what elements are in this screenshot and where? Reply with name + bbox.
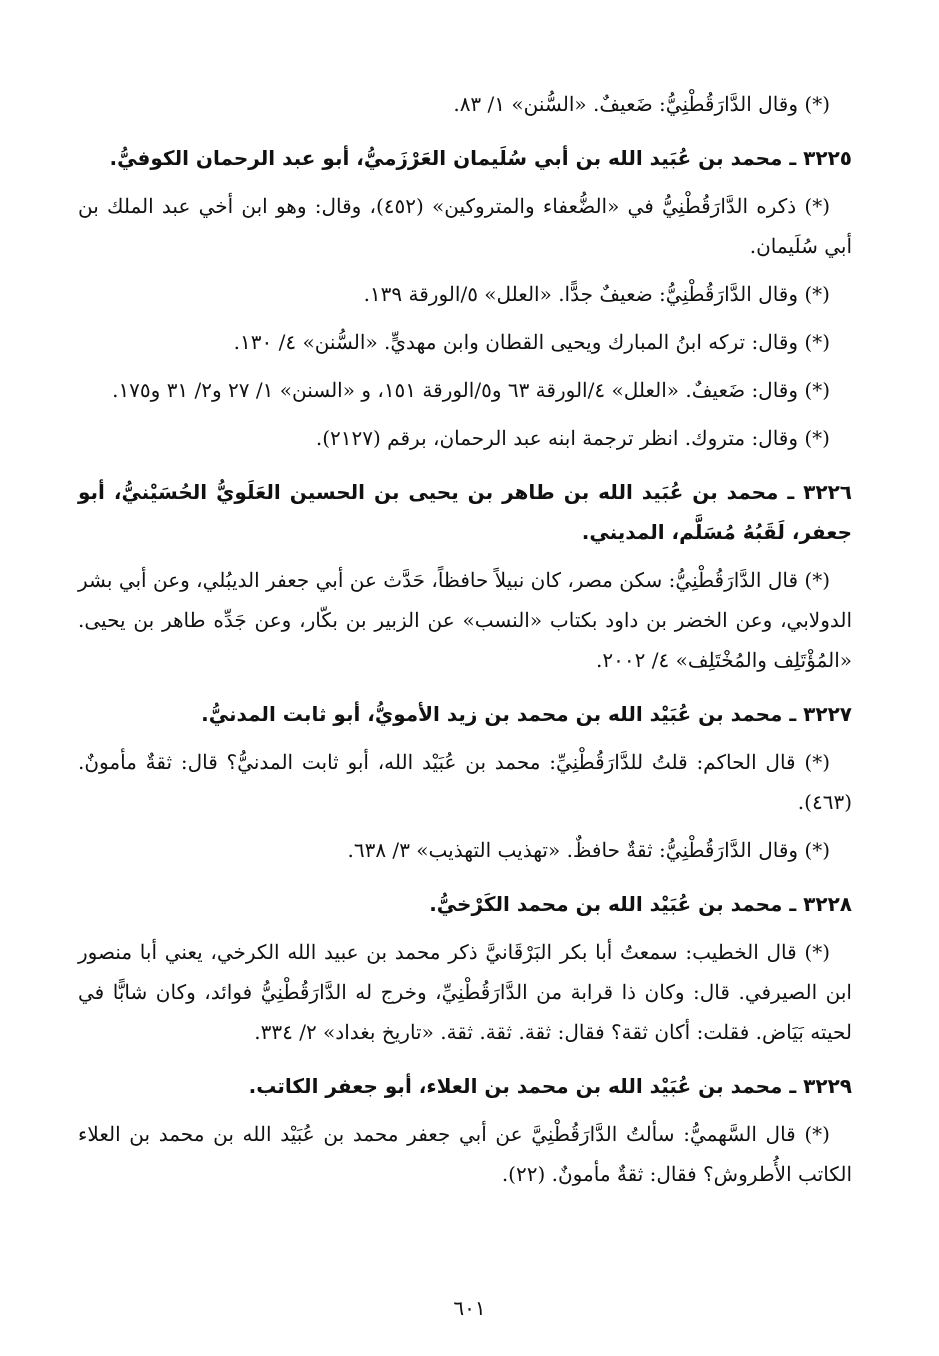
paragraph: (*) ذكره الدَّارَقُطْنِيُّ في «الضُّعفاء والمتروكين» (٤٥٢)، وقال: وهو ابن أخي عبد الملك بن أبي سُلَيمان. (78, 194, 852, 258)
paragraph: (*) وقال: ضَعيفٌ. «العلل» ٤/الورقة ٦٣ و٥/الورقة ١٥١، و «السنن» ١/ ٢٧ و٢/ ٣١ و١٧٥. (112, 378, 830, 402)
paragraph: (*) وقال الدَّارَقُطْنِيُّ: ضَعيفٌ. «السُّنن» ١/ ٨٣. (453, 92, 830, 116)
paragraph: (*) وقال الدَّارَقُطْنِيُّ: ضعيفٌ جدًّا. «العلل» ٥/الورقة ١٣٩. (363, 282, 830, 306)
paragraph: (*) قال الخطيب: سمعتُ أبا بكر البَرْقَانيَّ ذكر محمد بن عبيد الله الكرخي، يعني أبا منصور ابن الصيرفي. قال: وكان ذا قرابة من الدَّارَقُطْنِيِّ، وخرج له الدَّارَقُطْنِيُّ فوائد، وكان شابًّا في لحيته بَيَاض. فقلت: أكان ثقة؟ فقال: ثقة. ثقة. ثقة. «تاريخ بغداد» ٢/ ٣٣٤. (78, 940, 852, 1044)
entry-heading-3229: ٣٢٢٩ ـ محمد بن عُبَيْد الله بن محمد بن العلاء، أبو جعفر الكاتب. (248, 1074, 852, 1098)
page-number: ٦٠١ (453, 1296, 486, 1320)
entry-heading-3227: ٣٢٢٧ ـ محمد بن عُبَيْد الله بن محمد بن زيد الأمويُّ، أبو ثابت المدنيُّ. (201, 702, 852, 726)
paragraph: (*) وقال: متروك. انظر ترجمة ابنه عبد الرحمان، برقم (٢١٢٧). (315, 426, 830, 450)
entry-heading-3225: ٣٢٢٥ ـ محمد بن عُبَيد الله بن أبي سُلَيمان العَرْزَميُّ، أبو عبد الرحمان الكوفيُّ. (109, 146, 852, 170)
paragraph: (*) وقال: تركه ابنُ المبارك ويحيى القطان وابن مهديٍّ. «السُّنن» ٤/ ١٣٠. (233, 330, 830, 354)
entry-heading-3228: ٣٢٢٨ ـ محمد بن عُبَيْد الله بن محمد الكَرْخيُّ. (429, 892, 852, 916)
document-page (78, 84, 852, 1202)
entry-heading-3226: ٣٢٢٦ ـ محمد بن عُبَيد الله بن طاهر بن يحيى بن الحسين العَلَويُّ الحُسَيْنيُّ، أبو جعفر، لَقَبُهُ مُسَلَّم، المديني. (78, 480, 852, 544)
paragraph: (*) وقال الدَّارَقُطْنِيُّ: ثقةٌ حافظٌ. «تهذيب التهذيب» ٣/ ٦٣٨. (347, 838, 830, 862)
paragraph: (*) قال السَّهميُّ: سألتُ الدَّارَقُطْنِيَّ عن أبي جعفر محمد بن عُبَيْد الله بن محمد بن العلاء الكاتب الأُطروش؟ فقال: ثقةٌ مأمونٌ. (٢٢). (78, 1122, 852, 1186)
paragraph: (*) قال الحاكم: قلتُ للدَّارَقُطْنِيِّ: محمد بن عُبَيْد الله، أبو ثابت المدنيُّ؟ قال: ثقةٌ مأمونٌ. (٤٦٣). (78, 750, 852, 814)
paragraph: (*) قال الدَّارَقُطْنِيُّ: سكن مصر، كان نبيلاً حافظاً، حَدَّث عن أبي جعفر الديبُلي، وعن أبي بشر الدولابي، وعن الخضر بن داود بكتاب «النسب» عن الزبير بن بكّار، وعن جَدِّه طاهر بن يحيى. «المُؤْتَلِف والمُخْتَلِف» ٤/ ٢٠٠٢. (78, 568, 852, 672)
